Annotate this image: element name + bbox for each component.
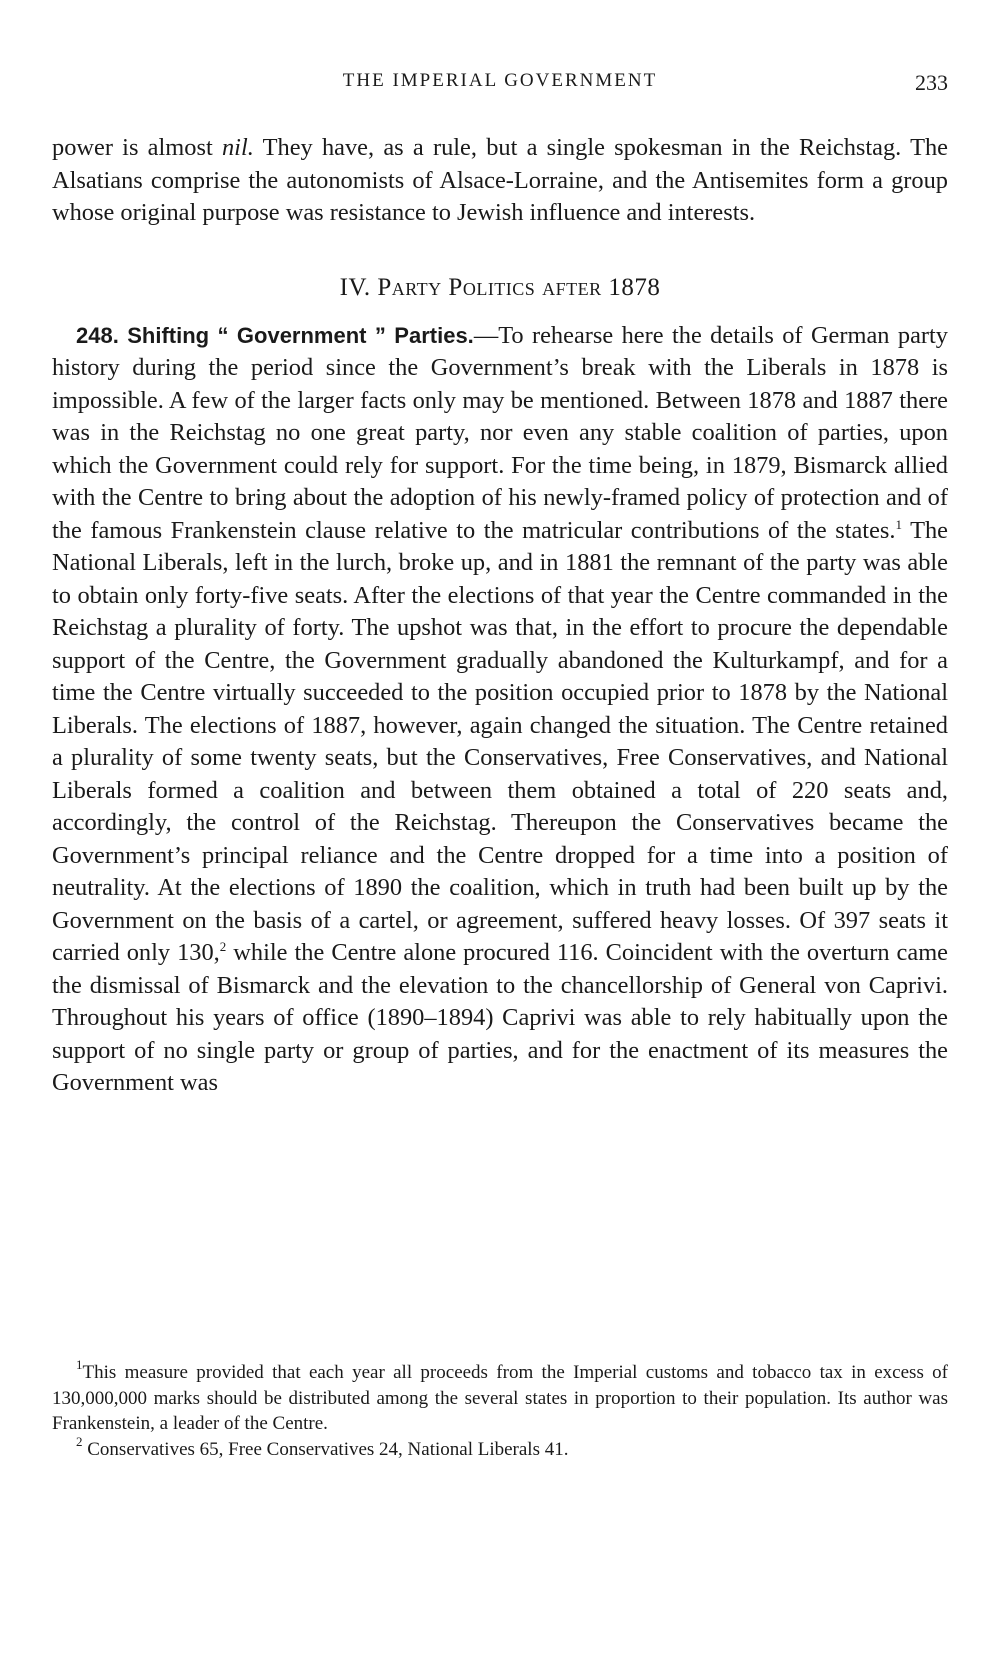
paragraph-text-part2: The National Liberals, left in the lurch, broke up, and in 1881 the remnant of the party was able to obtain only forty-five seats. After the elections of that year the Centre commanded in the Reichstag a plurality of forty. The upshot was that, in the effort to procure the dependable support of the Centre, the Government gradually abandoned the Kulturkampf, and for a time the Centre virtually succeeded to the position occupied prior to 1878 by the National Liberals. The elections of 1887, however, again changed the situation. The Centre retained a plurality of some twenty seats, but the Conservatives, Free Conservatives, and National Liberals formed a coalition and between them obtained a total of 220 seats and, accordingly, the control of the Reichstag. Thereupon the Conservatives became the Government’s principal reliance and the Centre dropped for a time into a position of neutrality. At the elections of 1890 the coalition, which in truth had been built up by the Government on the basis of a cartel, or agreement, suffered heavy losses. Of 397 seats it carried only 130, <box>52 516 948 966</box>
footnotes <box>52 1357 948 1462</box>
italic-word: nil. <box>221 134 254 161</box>
footnote-text-2: Conservatives 65, Free Conservatives 24, National Liberals 41. <box>87 1438 569 1460</box>
continuation-paragraph <box>52 132 948 230</box>
footnote-text-1: This measure provided that each year all proceeds from the Imperial customs and tobacco tax in excess of 130,000,000 marks should be distributed among the several states in proportion to their population. Its author was Frankenstein, a leader of the Centre. <box>52 1362 948 1434</box>
continuation-text-start: power is almost <box>52 134 222 161</box>
footnote-marker-1: 1 <box>76 1357 83 1372</box>
running-title: THE IMPERIAL GOVERNMENT <box>342 70 658 91</box>
page-number: 233 <box>915 70 948 95</box>
paragraph-text-part1: —To rehearse here the details of German party history during the period since the Government’s break with the Liberals in 1878 is impossible. A few of the larger facts only may be mentioned. Between 1878 and 1887 there was in the Reichstag no one great party, nor even any stable coalition of parties, upon which the Government could rely for support. For the time being, in 1879, Bismarck allied with the Centre to bring about the adoption of his newly-framed policy of protection and of the famous Frankenstein clause relative to the matricular contributions of the states. <box>52 321 949 544</box>
paragraph-lead-heading: 248. Shifting “ Government ” Parties. <box>76 322 474 348</box>
footnote-ref-1: 1 <box>895 516 902 532</box>
paragraph-text-part3: while the Centre alone procured 116. Coincident with the overturn came the dismissal of Bismarck and the elevation to the chancellorship of General von Caprivi. Throughout his years of office (1890–1894) Caprivi was able to rely habitually upon the support of no single party or group of parties, and for the enactment of its measures the Government was <box>52 939 948 1096</box>
section-heading <box>52 274 948 302</box>
section-title: Party Politics after 1878 <box>377 273 661 301</box>
footnote-2 <box>52 1433 948 1463</box>
footnote-marker-2: 2 <box>76 1433 83 1449</box>
section-numeral: IV. <box>339 273 371 301</box>
continuation-text-end: They have, as a rule, but a single spokesman in the Reichstag. The Alsatians comprise the autonomists of Alsace-Lorraine, and the Antisemites form a group whose original purpose was resistance to Jewish influence and interests. <box>52 134 948 226</box>
paragraph-248 <box>52 320 948 1100</box>
footnote-1 <box>52 1357 948 1437</box>
body-text <box>52 132 948 1100</box>
running-head <box>52 70 948 110</box>
footnote-ref-2: 2 <box>219 939 227 954</box>
